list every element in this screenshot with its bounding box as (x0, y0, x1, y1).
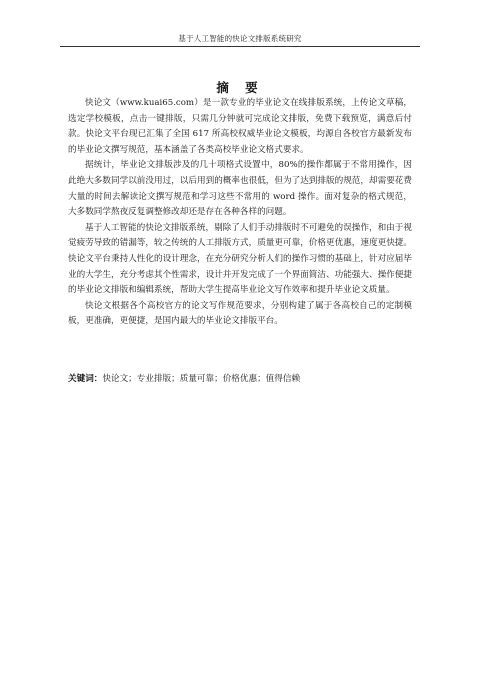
abstract-paragraph-2: 据统计，毕业论文排版涉及的几十项格式设置中，80%的操作都属于不常用操作，因此绝大多数同学以前没用过，以后用到的概率也很低，但为了达到排版的规范，却需要花费大量的时间去解读论文撰写规范和学习这些不常用的 word 操作。面对复杂的格式规范，大多数同学熬夜反复调整修改却还是存在各种各样的问题。 (68, 160, 412, 218)
abstract-paragraph-1: 快论文（www.kuai65.com）是一款专业的毕业论文在线排版系统，上传论文草稿，选定学校模板，点击一键排版，只需几分钟就可完成论文排版，免费下载预览，满意后付款。快论文平台现已汇集了全国 617 所高校权威毕业论文模板，均源自各校官方最新发布的毕业论文撰写规范，基本涵盖了各类高校毕业论文格式要求。 (68, 98, 412, 155)
keywords-line (68, 372, 412, 388)
abstract-body (68, 96, 412, 330)
header-rule (60, 46, 420, 47)
keywords-label: 关键词： (68, 374, 103, 384)
abstract-paragraph-4: 快论文根据各个高校官方的论文写作规范要求，分别构建了属于各高校自己的定制模板，更准确，更便捷，是国内最大的毕业论文排版平台。 (68, 300, 412, 327)
keywords-text: 快论文；专业排版；质量可靠；价格优惠；值得信赖 (102, 374, 301, 384)
abstract-title: 摘 要 (216, 80, 264, 95)
running-header: 基于人工智能的快论文排版系统研究 (178, 34, 302, 43)
abstract-paragraph-3: 基于人工智能的快论文排版系统，剔除了人们手动排版时不可避免的误操作，和由于视觉疲劳导致的错漏等，较之传统的人工排版方式，质量更可靠，价格更优惠，速度更快捷。快论文平台秉持人性化的设计理念，在充分研究分析人们的操作习惯的基础上，针对应届毕业的大学生，充分考虑其个性需求，设计并开发完成了一个界面简洁、功能强大、操作便捷的毕业论文排版和编辑系统，帮助大学生提高毕业论文写作效率和提升毕业论文质量。 (68, 222, 412, 296)
